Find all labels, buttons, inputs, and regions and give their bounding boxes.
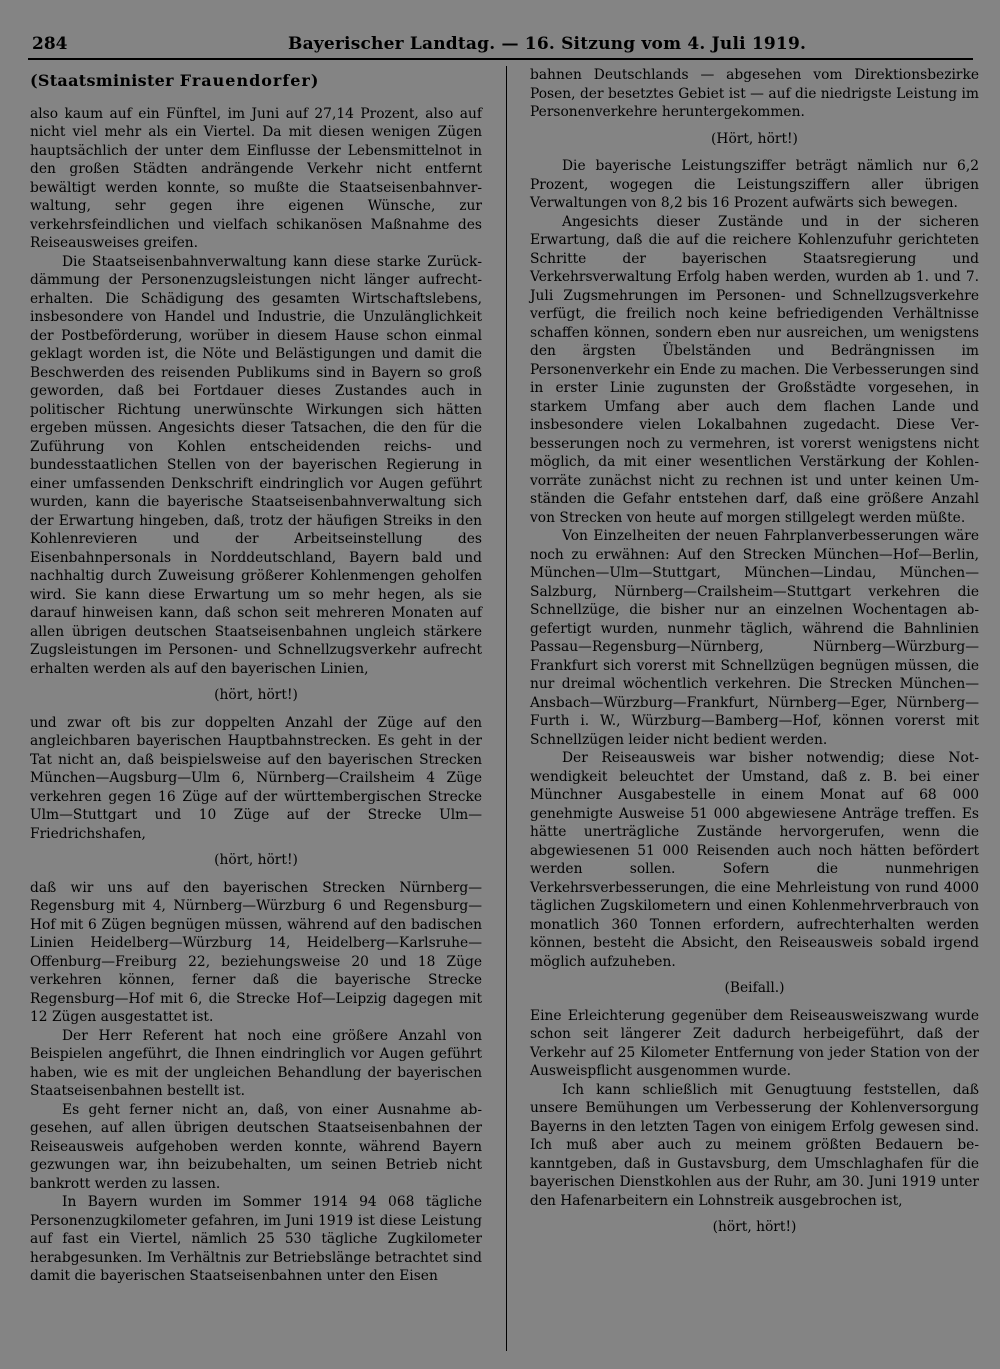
paragraph: daß wir uns auf den bayerischen Strecken Nürnberg—Regensburg mit 4, Nürnberg—Würzburg 6 und Regensburg—Hof mit 6 Zügen begnügen müssen, während auf den badischen Linien Heidelberg—Würzburg 14, Heidelberg—Karlsruhe—Offenburg—Freiburg 22, beziehungsweise 20 und 18 Züge verkehren können, ferner daß die bayerische Strecke Regensburg—Hof mit 6, die Strecke Hof—Leipzig dagegen mit 12 Zügen ausgestattet ist. bbox=[30, 879, 482, 1025]
speaker-title: Staatsminister bbox=[37, 71, 180, 90]
paragraph: Von Einzelheiten der neuen Fahrplanverbesserungen wäre noch zu erwähnen: Auf den Strecken München—Hof—Berlin, München—Ulm—Stuttgart, München—Lindau, München—Salzburg, Nürnberg—Crailsheim—Stuttgart verkehren die Schnellzüge, die bisher nur an einzelnen Wochentagen abgefertigt wurden, nunmehr täglich, während die Bahnlinien Passau—Regensburg—Nürnberg, Nürnberg—Würzburg—Frankfurt sich vorerst mit Schnellzügen begnügen müssen, die nur dreimal wöchentlich verkehren. Die Strecken München—Ansbach—Würzburg—Frankfurt, Nürnberg—Eger, Nürnberg—Furth i. W., Würzburg—Bamberg—Hof, können vorerst mit Schnellzügen leider nicht bedient werden. bbox=[530, 528, 979, 748]
page-number: 284 bbox=[32, 34, 68, 54]
speaker-heading bbox=[30, 72, 482, 91]
speaker-open: ( bbox=[30, 71, 38, 90]
running-head: Bayerischer Landtag. — 16. Sitzung vom 4. Juli 1919. bbox=[288, 34, 807, 54]
right-column bbox=[530, 66, 979, 1246]
paragraph: Angesichts dieser Zustände und in der sicheren Erwartung, daß die auf die reichere Kohlenzufuhr gerichteten Schritte der bayerischen Staatsregierung und Verkehrsverwaltung Erfolg haben werden, wurden ab 1. und 7. Juli Zugsmehrungen im Personen- und Schnellzugsverkehre verfügt, die freilich noch keine befriedigenden Verhältnisse schaffen können, sondern eben nur ausreichen, um wenigstens den ärgsten Übelständen und Bedrängnissen im Personenverkehr ein Ende zu machen. Die Verbesserungen sind in erster Linie zugunsten der Großstädte vorgesehen, in starkem Umfang aber auch dem flachen Lande und insbesondere vielen Lokalbahnen zugedacht. Diese Verbesserungen noch zu vermehren, ist vorerst wenigstens nicht möglich, da mit einer wesentlichen Verstärkung der Kohlenvorräte zunächst nicht zu rechnen ist und unter keinen Umständen die Gefahr entstehen darf, daß eine größere Anzahl von Strecken von heute auf morgen stillgelegt werden müßte. bbox=[530, 213, 979, 526]
paragraph: Die bayerische Leistungsziffer beträgt nämlich nur 6,2 Prozent, wogegen die Leistungsziffern aller übrigen Verwaltungen von 8,2 bis 16 Prozent aufwärts sich bewegen. bbox=[530, 158, 979, 211]
paragraph: Die Staatseisenbahnverwaltung kann diese starke Zurückdämmung der Personenzugsleistungen nicht länger aufrechterhalten. Die Schädigung des gesamten Wirtschaftslebens, insbesondere von Handel und Industrie, die Unzulänglichkeit der Postbeförderung, worüber in diesem Hause schon einmal geklagt worden ist, die Nöte und Belästigungen und damit die Beschwerden des reisenden Publikums sind in Bayern so groß geworden, daß bei Fortdauer dieses Zustandes auch in politischer Richtung unerwünschte Wirkungen sich hätten ergeben müssen. Angesichts dieser Tatsachen, die den für die Zuführung von Kohlen entscheidenden reichs- und bundesstaatlichen Stellen von der bayerischen Regierung in einer umfassenden Denkschrift eindringlich vor Augen geführt wurden, kann die bayerische Staatseisenbahnverwaltung sich der Erwartung hingeben, daß, trotz der häufigen Streiks in den Kohlenrevieren und der Arbeitseinstellung des Eisenbahnpersonals in Norddeutschland, Bayern bald und nachhaltig durch Zuweisung größerer Kohlenmengen geholfen wird. Sie kann diese Erwartung um so mehr hegen, als sie darauf hinweisen kann, daß schon seit mehreren Monaten auf allen übrigen deutschen Staatseisenbahnen ungleich stärkere Zugsleistungen im Personen- und Schnellzugsverkehr aufrecht erhalten werden als auf den bayerischen Linien, bbox=[30, 253, 482, 677]
speaker-close: ) bbox=[310, 71, 319, 90]
paragraph: Der Reiseausweis war bisher notwendig; diese Notwendigkeit beleuchtet der Umstand, daß z. B. bei einer Münchner Ausgabestelle in einem Monat auf 68 000 genehmigte Ausweise 51 000 abgewiesene Anträge treffen. Es hätte unerträgliche Zustände hervorgerufen, wenn die abgewiesenen 51 000 Reisenden auch noch hätten befördert werden sollen. Sofern die nunmehrigen Verkehrsverbesserungen, die eine Mehrleistung von rund 4000 täglichen Zugskilometern und einen Kohlenmehrverbrauch von monatlich 360 Tonnen erfordern, aufrechterhalten werden können, besteht die Absicht, den Reiseausweis sobald irgend möglich aufzuheben. bbox=[530, 750, 979, 970]
paragraph: Ich kann schließlich mit Genugtuung feststellen, daß unsere Bemühungen um Verbesserung der Kohlenversorgung Bayerns in den letzten Tagen von einigem Erfolg gewesen sind. Ich muß aber auch zu meinem größten Bedauern bekanntgeben, daß in Gustavsburg, dem Umschlaghafen für die bayerischen Dienstkohlen aus der Ruhr, am 30. Juni 1919 unter den Hafenarbeitern ein Lohnstreik ausgebrochen ist, bbox=[530, 1081, 979, 1209]
interjection: (hört, hört!) bbox=[214, 687, 298, 703]
column-divider bbox=[506, 66, 507, 1351]
paragraph: In Bayern wurden im Sommer 1914 94 068 tägliche Personenzugkilometer gefahren, im Juni 1919 ist diese Leistung auf fast ein Viertel, nämlich 25 530 tägliche Zugkilometer herabgesunken. Im Verhältnis zur Betriebslänge betrachtet sind damit die bayerischen Staatseisenbahnen unter den Eisen bbox=[30, 1194, 482, 1284]
paragraph: Es geht ferner nicht an, daß, von einer Ausnahme abgesehen, auf allen übrigen deutschen Staatseisenbahnen der Reiseausweis aufgehoben werden konnte, während Bayern gezwungen war, ihn beizubehalten, um seinen Betrieb nicht bankrott werden zu lassen. bbox=[30, 1101, 482, 1192]
paragraph: also kaum auf ein Fünftel, im Juni auf 27,14 Prozent, also auf nicht viel mehr als ein Viertel. Da mit diesen wenigen Zügen hauptsächlich der unter dem Einflusse der Lebensmittelnot in den großen Städten andrängende Verkehr nicht entfernt bewältigt werden konnte, so mußte die Staatseisenbahnverwaltung, sehr gegen ihre eigenen Wünsche, zur verkehrsfeindlichen und vielfach schikanösen Maßnahme des Reiseausweises greifen. bbox=[30, 105, 482, 251]
paragraph: und zwar oft bis zur doppelten Anzahl der Züge auf den angleichbaren bayerischen Hauptbahnstrecken. Es geht in der Tat nicht an, daß beispielsweise auf den bayerischen Strecken München—Augsburg—Ulm 6, Nürnberg—Crailsheim 4 Züge verkehren gegen 16 Züge auf der württembergischen Strecke Ulm—Stuttgart und 10 Züge auf der Strecke Ulm—Friedrichshafen, bbox=[30, 714, 482, 842]
paragraph: Der Herr Referent hat noch eine größere Anzahl von Beispielen angeführt, die Ihnen eindringlich vor Augen geführt haben, wie es mit der ungleichen Behandlung der bayerischen Staatseisenbahnen bestellt ist. bbox=[30, 1027, 482, 1099]
interjection: (Beifall.) bbox=[724, 980, 785, 996]
paragraph: Eine Erleichterung gegenüber dem Reiseausweiszwang wurde schon seit längerer Zeit dadurch herbeigeführt, daß der Verkehr auf 25 Kilometer Entfernung von jeder Station von der Ausweispflicht ausgenommen wurde. bbox=[530, 1007, 979, 1079]
interjection: (Hört, hört!) bbox=[711, 130, 798, 147]
header-rule bbox=[28, 58, 973, 60]
page-header bbox=[28, 32, 973, 58]
left-column bbox=[30, 72, 482, 1286]
speaker-name: Frauendorfer bbox=[179, 71, 311, 90]
interjection: (hört, hört!) bbox=[712, 1219, 797, 1235]
paragraph: bahnen Deutschlands — abgesehen vom Direktionsbezirke Posen, der besetztes Gebiet ist — auf die niedrigste Leistung im Personenverkehre heruntergekommen. bbox=[530, 67, 979, 120]
interjection: (hört, hört!) bbox=[214, 852, 298, 868]
